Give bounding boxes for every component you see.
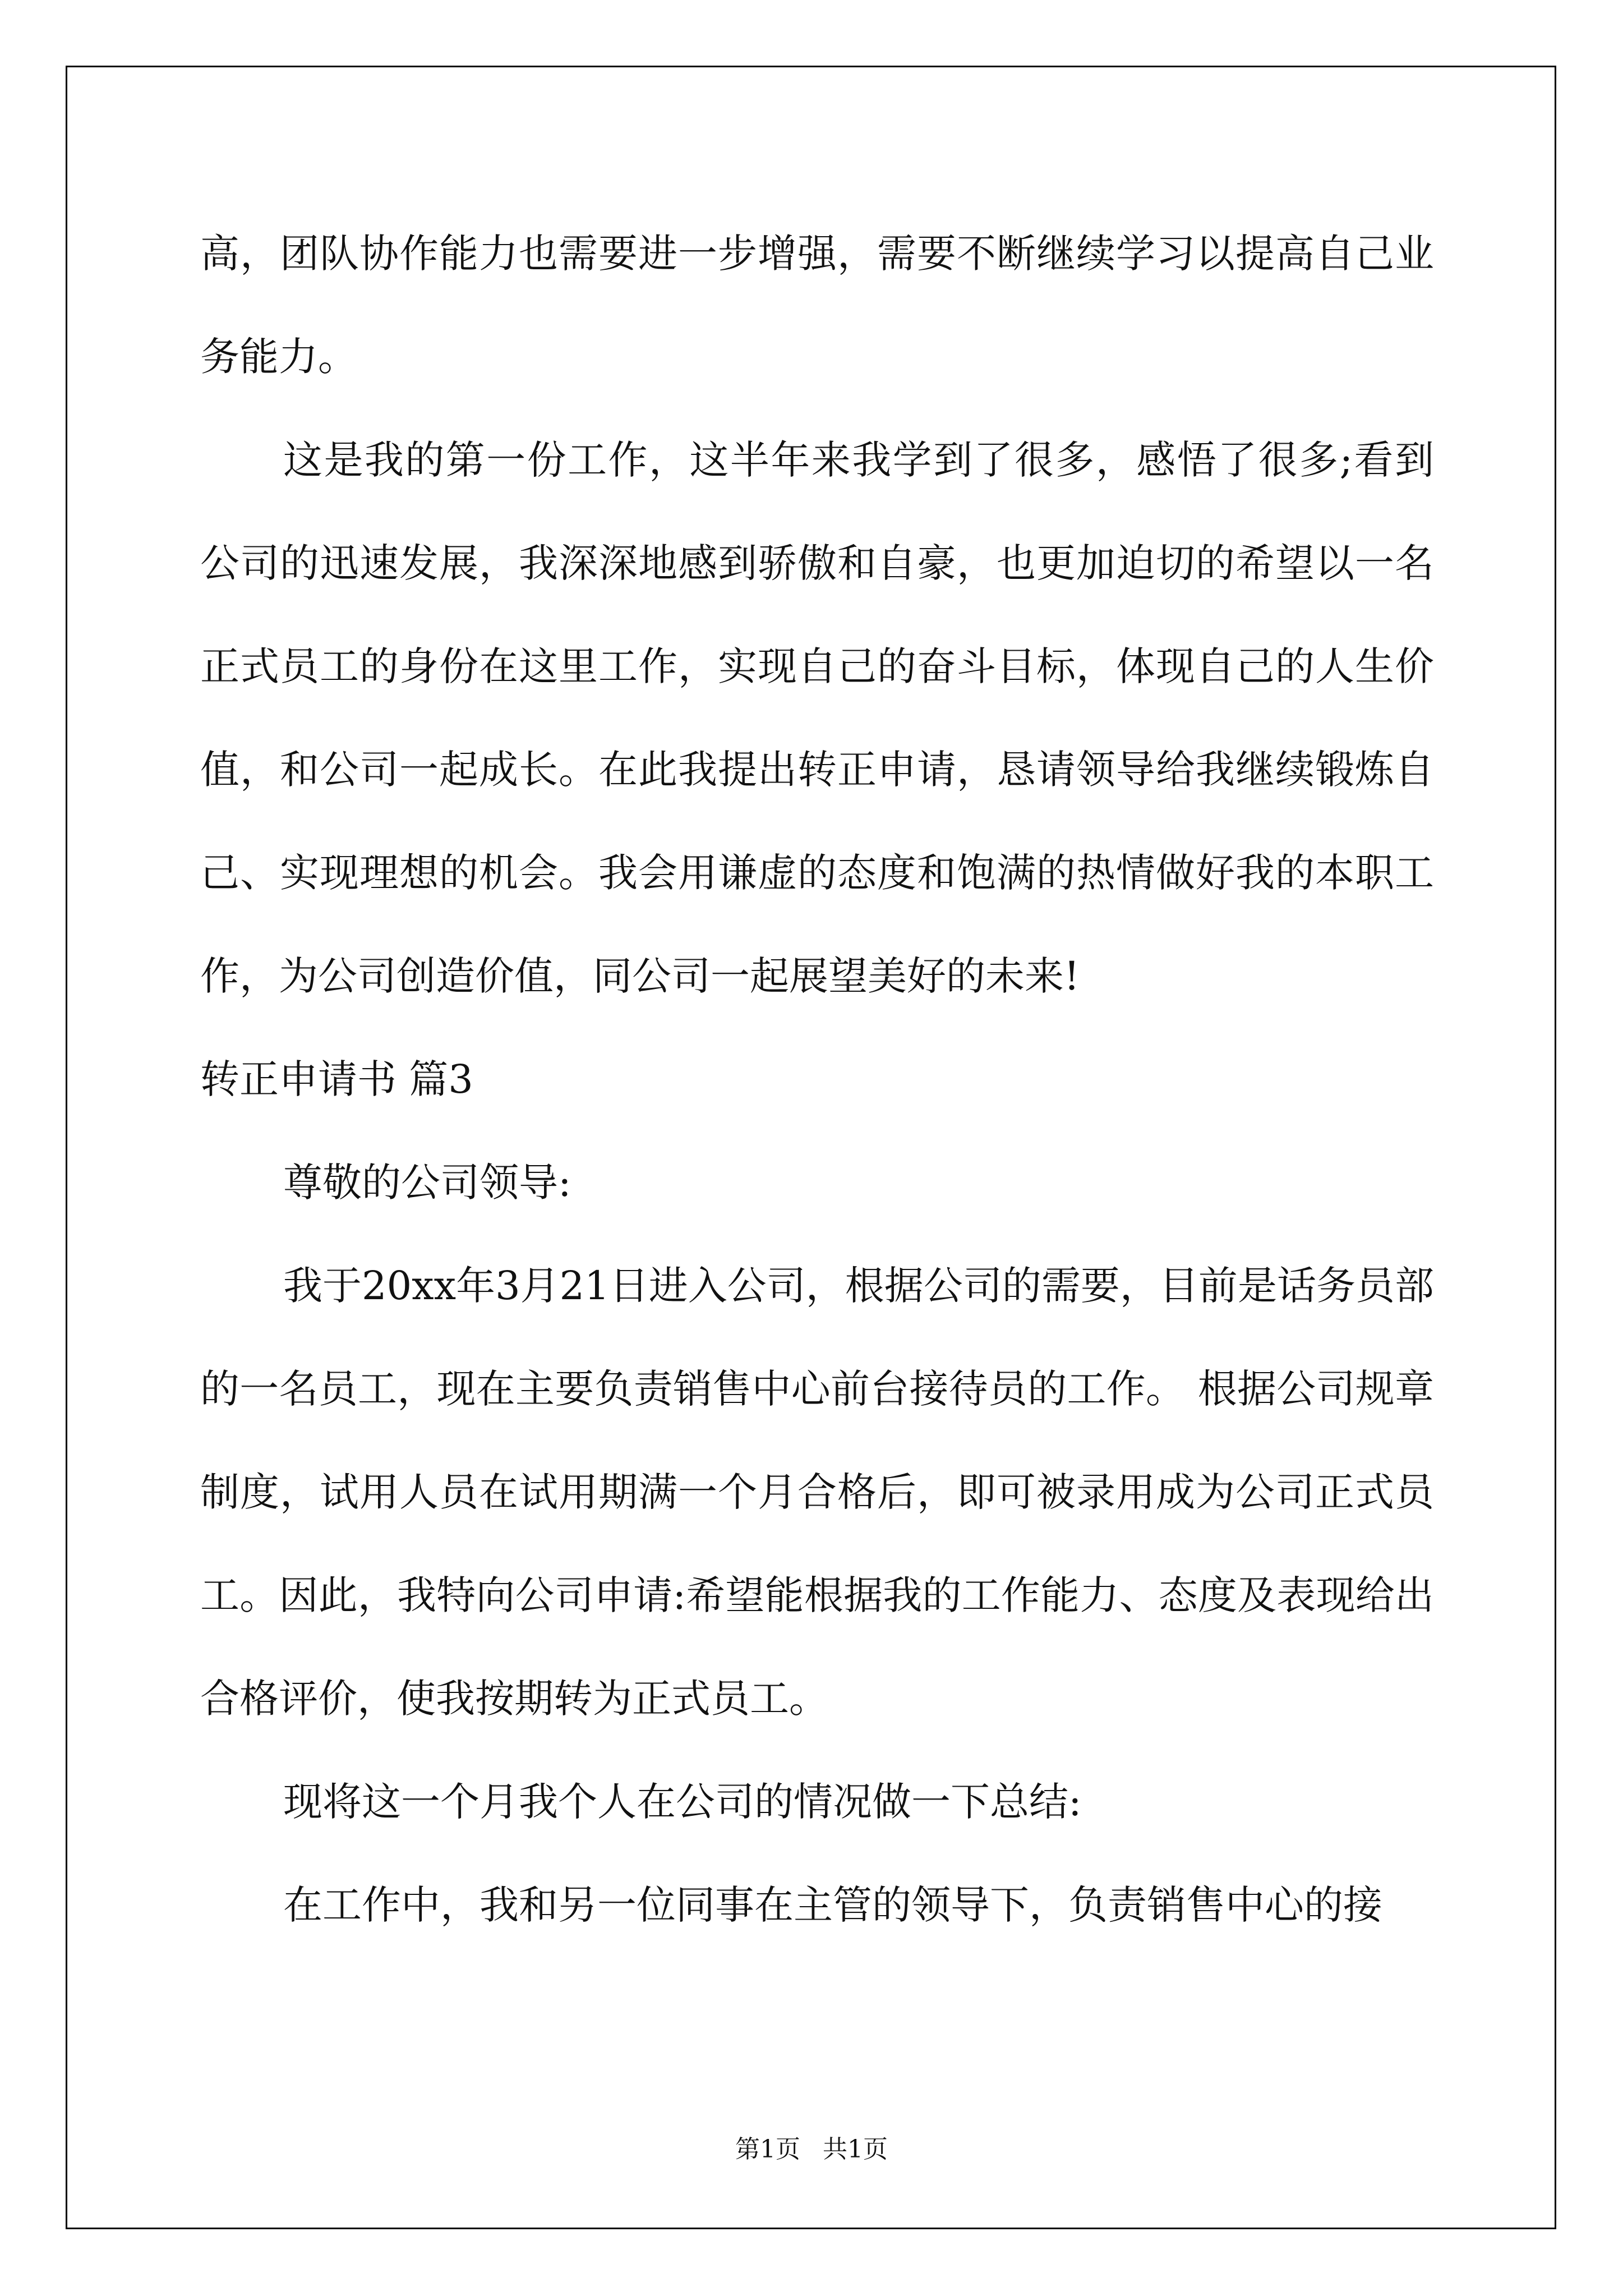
paragraph-application: 我于20xx年3月21日进入公司，根据公司的需要，目前是话务员部的一名员工，现在主要负责销售中心前台接待员的工作。 根据公司规章制度，试用人员在试用期满一个月合格后，即可被录用成为公司正式员工。因此，我特向公司申请:希望能根据我的工作能力、态度及表现给出合格评价，使我按期转为正式员工。	[200, 1263, 1434, 1722]
paragraph-continuation: 高，团队协作能力也需要进一步增强，需要不断继续学习以提高自己业务能力。	[200, 231, 1434, 380]
page-total: 共1页	[823, 2135, 888, 2164]
paragraph-first-job: 这是我的第一份工作，这半年来我学到了很多，感悟了很多;看到公司的迅速发展，我深深地感到骄傲和自豪，也更加迫切的希望以一名正式员工的身份在这里工作，实现自己的奋斗目标，体现自己的人生价值，和公司一起成长。在此我提出转正申请，恳请领导给我继续锻炼自己、实现理想的机会。我会用谦虚的态度和饱满的热情做好我的本职工作，为公司创造价值，同公司一起展望美好的未来!	[200, 437, 1434, 999]
page-number: 第1页	[735, 2135, 800, 2164]
paragraph-work: 在工作中，我和另一位同事在主管的领导下，负责销售中心的接	[283, 1882, 1382, 1928]
salutation: 尊敬的公司领导:	[283, 1159, 571, 1205]
paragraph-summary-intro: 现将这一个月我个人在公司的情况做一下总结:	[283, 1779, 1082, 1825]
page-footer	[0, 2133, 1623, 2166]
section-heading: 转正申请书 篇3	[200, 1056, 473, 1102]
document-body	[200, 202, 1434, 1957]
